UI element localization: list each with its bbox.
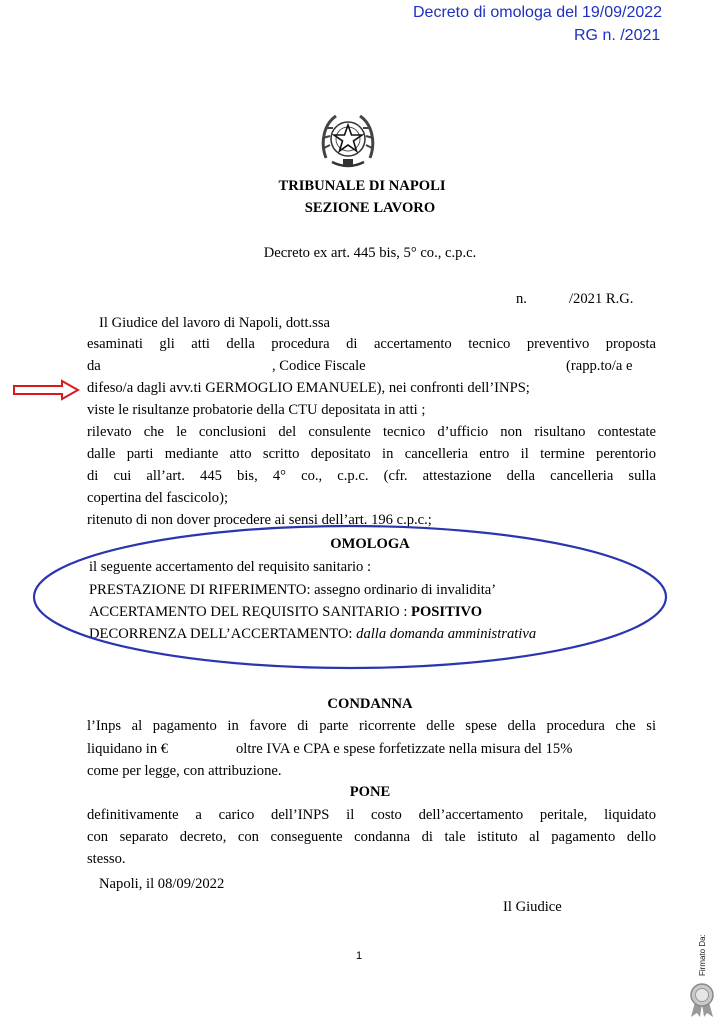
body-line: viste le risultanze probatorie della CTU depositata in atti ; (87, 402, 426, 418)
highlight-oval (30, 522, 670, 672)
body-line: copertina del fascicolo); (87, 490, 229, 506)
omologa-heading: OMOLOGA (330, 536, 410, 552)
certificate-seal-icon (686, 982, 718, 1018)
condanna-line: come per legge, con attribuzione. (87, 763, 282, 779)
pone-line: definitivamente a carico dell’INPS il costo dell’accertamento peritale, liquidato (87, 807, 656, 823)
republic-emblem-icon (318, 108, 378, 172)
condanna-line: l’Inps al pagamento in favore di parte ricorrente delle spese della procedura che si (87, 718, 656, 734)
body-line: di cui all’art. 445 bis, 4° co., c.p.c. (cfr. attestazione della cancelleria sulla (87, 468, 656, 484)
decorrenza-value: dalla domanda amministrativa (356, 626, 537, 642)
body-line: dalle parti mediante atto scritto depositato in cancelleria entro il termine perentorio (87, 446, 656, 462)
court-section: SEZIONE LAVORO (304, 200, 436, 216)
omologa-intro: il seguente accertamento del requisito sanitario : (89, 559, 372, 575)
page-number: 1 (356, 950, 363, 962)
decorrenza-label: DECORRENZA DELL’ACCERTAMENTO: (89, 626, 357, 642)
body-line: esaminati gli atti della procedura di accertamento tecnico preventivo proposta (87, 336, 656, 352)
prestazione-value: : assegno ordinario di invalidita’ (306, 582, 497, 598)
body-line-codice-fiscale: , Codice Fiscale (272, 358, 366, 374)
judge-line: Il Giudice del lavoro di Napoli, dott.ssa (99, 315, 331, 331)
pone-line: stesso. (87, 851, 126, 867)
digital-signature-stamp: Firmato Da: (698, 934, 707, 976)
pone-line: con separato decreto, con conseguente condanna di tale istituto al pagamento dello (87, 829, 656, 845)
judge-signature: Il Giudice (503, 899, 562, 915)
pone-heading: PONE (349, 784, 391, 800)
place-date: Napoli, il 08/09/2022 (99, 876, 225, 892)
requisito-value: POSITIVO (411, 604, 483, 620)
decree-date-header: Decreto di omologa del 19/09/2022 (413, 4, 663, 21)
condanna-oltre-iva: oltre IVA e CPA e spese forfetizzate nella misura del 15% (236, 741, 573, 757)
body-line-difeso: difeso/a dagli avv.ti GERMOGLIO EMANUELE), nei confronti dell’INPS; (87, 380, 530, 396)
requisito-label: ACCERTAMENTO DEL REQUISITO SANITARIO : (89, 604, 412, 620)
case-number-label: n. (516, 291, 527, 307)
condanna-liquidano: liquidano in € (87, 741, 169, 757)
case-rg: /2021 R.G. (569, 291, 634, 307)
court-name: TRIBUNALE DI NAPOLI (278, 178, 446, 194)
red-arrow-icon (12, 379, 80, 401)
body-line-da: da (87, 358, 101, 374)
prestazione-label: PRESTAZIONE DI RIFERIMENTO (89, 582, 307, 598)
decree-reference: Decreto ex art. 445 bis, 5° co., c.p.c. (263, 245, 477, 261)
condanna-heading: CONDANNA (327, 696, 413, 712)
rg-number-header: RG n. /2021 (574, 27, 661, 44)
body-line-rappresentato: (rapp.to/a e (566, 358, 633, 374)
body-line: rilevato che le conclusioni del consulente tecnico d’ufficio non risultano contestate (87, 424, 656, 440)
body-line-ritenuto: ritenuto di non dover procedere ai sensi dell’art. 196 c.p.c.; (87, 512, 432, 528)
